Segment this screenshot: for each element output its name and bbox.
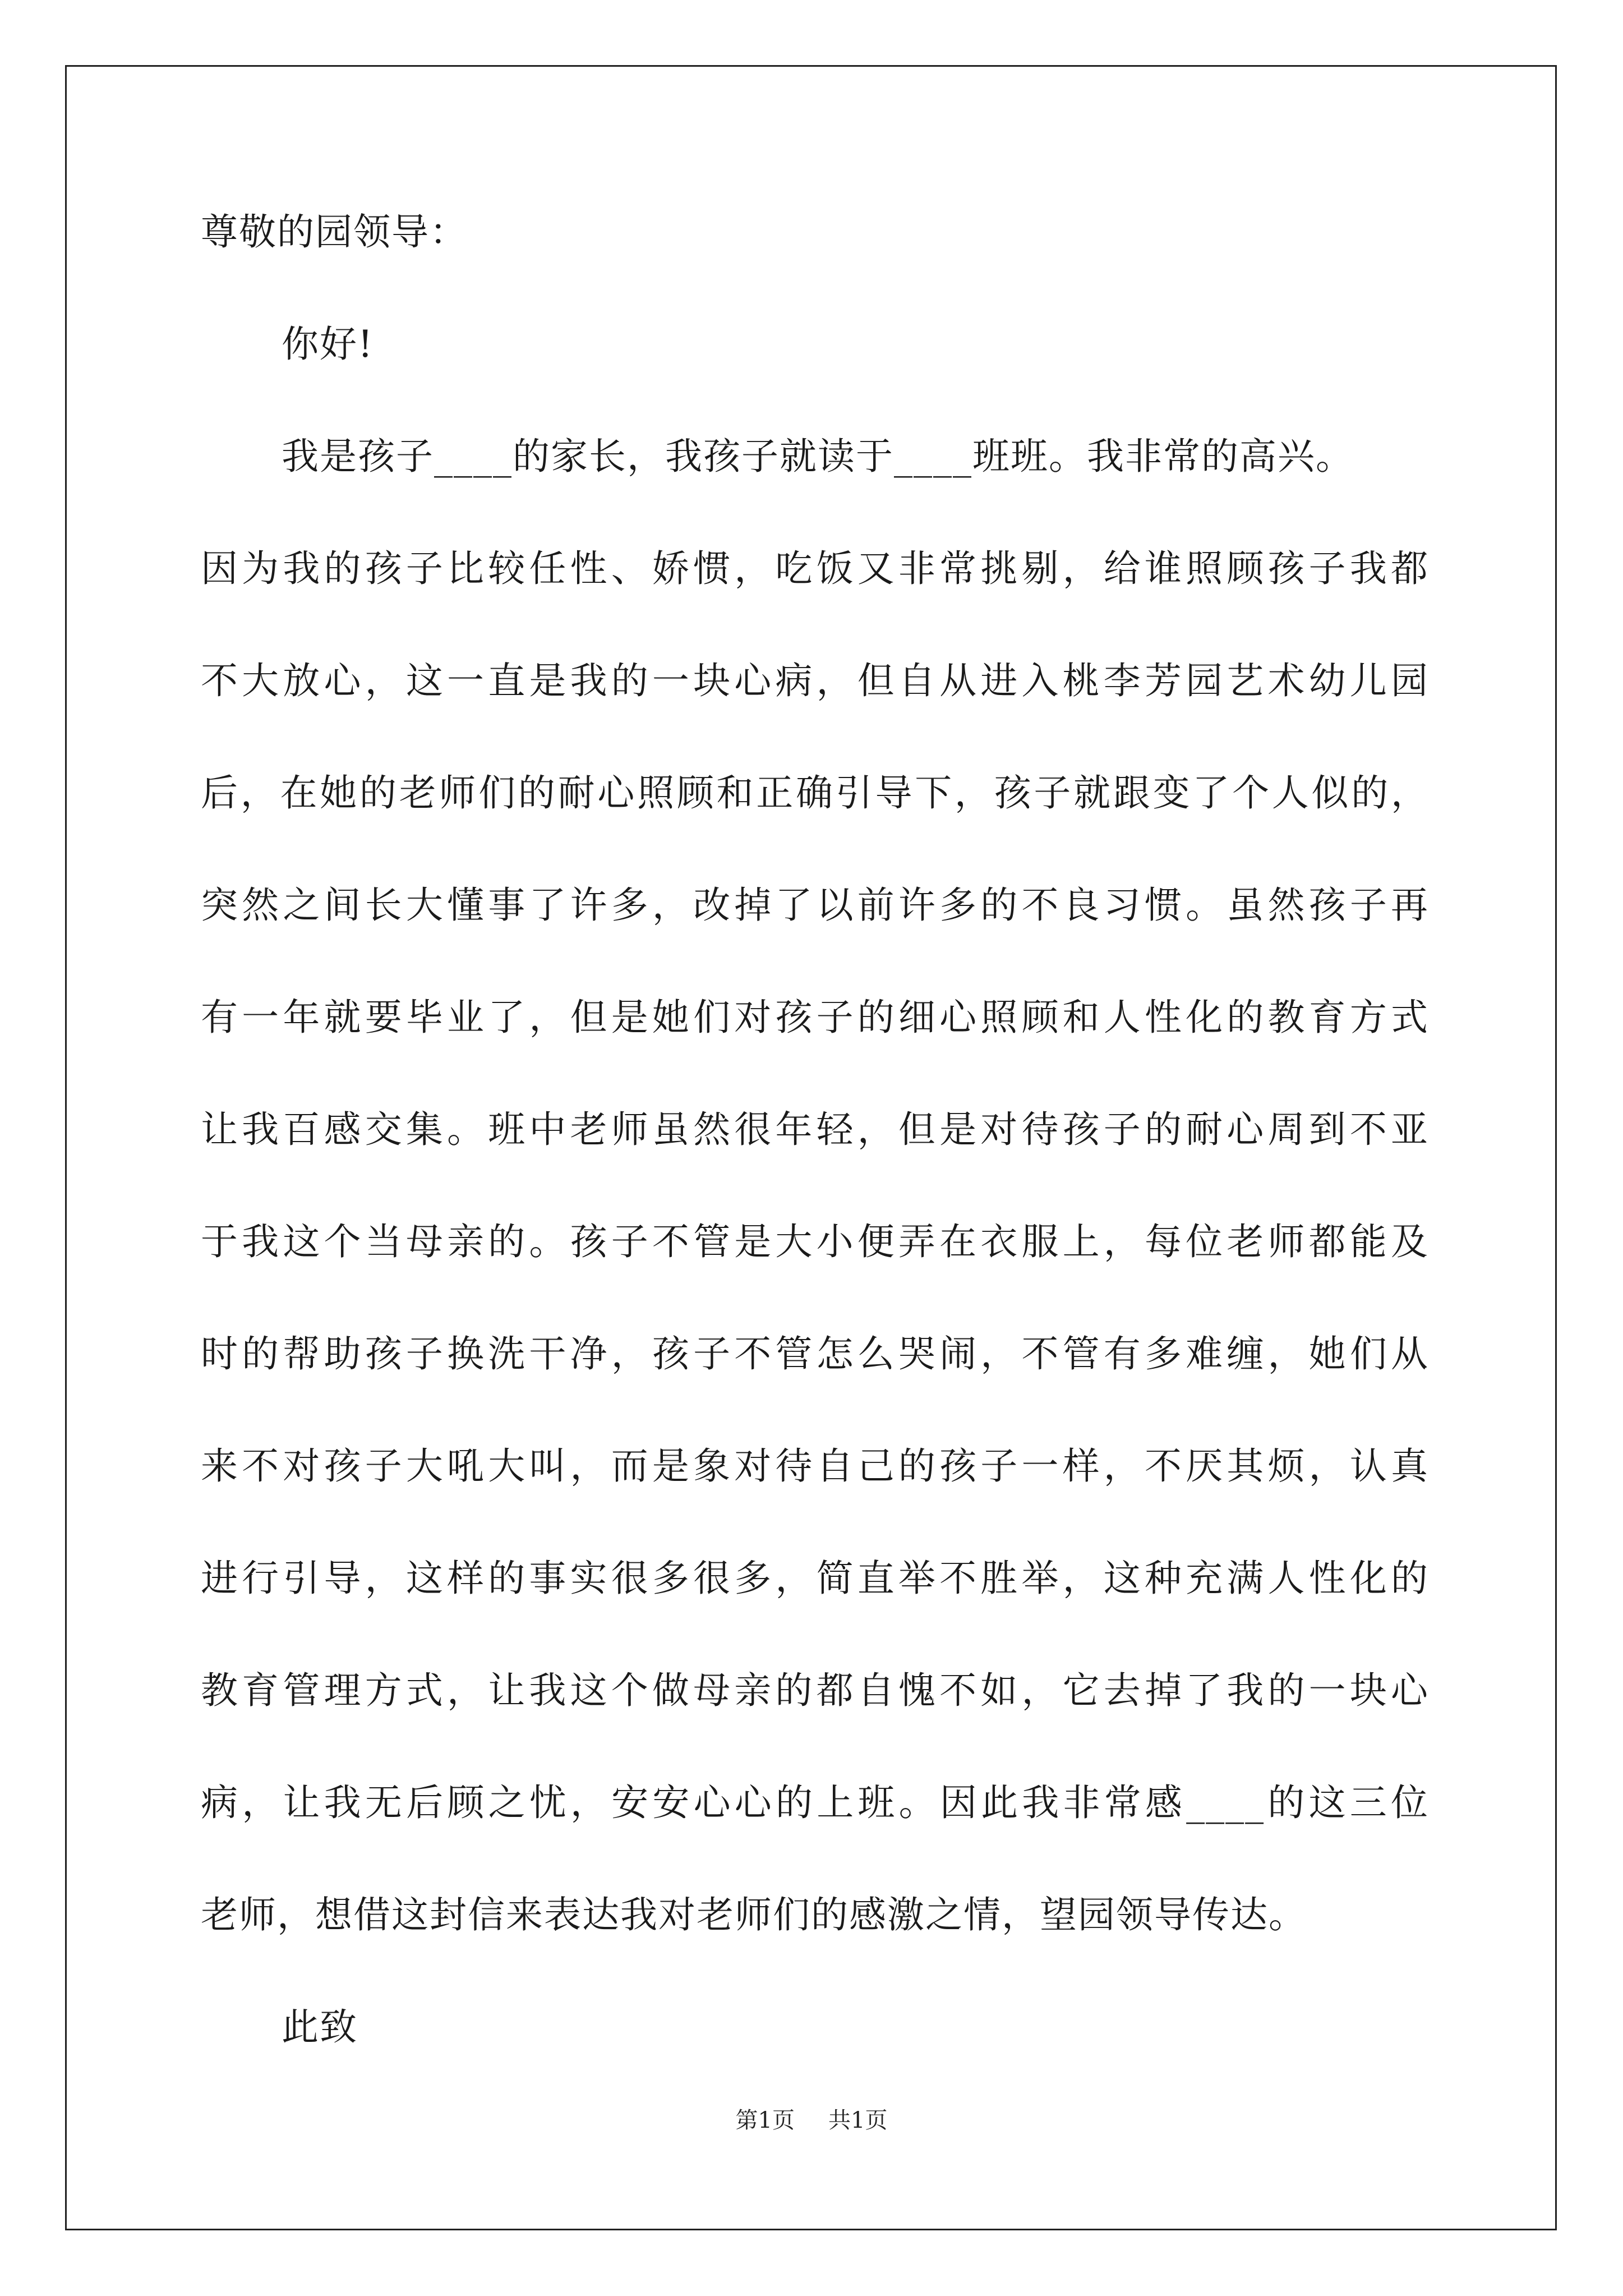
body-line: 进行引导，这样的事实很多很多，简直举不胜举，这种充满人性化的 [201, 1557, 1429, 1600]
body-line: 教育管理方式，让我这个做母亲的都自愧不如，它去掉了我的一块心 [201, 1669, 1429, 1712]
body-line: 有一年就要毕业了，但是她们对孩子的细心照顾和人性化的教育方式 [201, 996, 1429, 1039]
body-line: 来不对孩子大吼大叫，而是象对待自己的孩子一样，不厌其烦，认真 [201, 1444, 1429, 1488]
body-line: 于我这个当母亲的。孩子不管是大小便弄在衣服上，每位老师都能及 [201, 1220, 1429, 1263]
body-line: 不大放心，这一直是我的一块心病，但自从进入桃李芳园艺术幼儿园 [201, 659, 1429, 702]
body-line: 因为我的孩子比较任性、娇惯，吃饭又非常挑剔，给谁照顾孩子我都 [201, 547, 1429, 590]
greeting: 你好! [282, 323, 374, 366]
body-line: 病，让我无后顾之忧，安安心心的上班。因此我非常感____的这三位 [201, 1781, 1429, 1824]
body-line: 老师，想借这封信来表达我对老师们的感激之情，望园领导传达。 [201, 1893, 1307, 1936]
page-footer [0, 2107, 1623, 2134]
body-line: 后，在她的老师们的耐心照顾和正确引导下，孩子就跟变了个人似的， [201, 771, 1429, 815]
page-number-current: 第1页 [735, 2108, 795, 2133]
body-line: 时的帮助孩子换洗干净，孩子不管怎么哭闹，不管有多难缠，她们从 [201, 1332, 1429, 1375]
page-number-total: 共1页 [828, 2108, 888, 2133]
letter-content [201, 211, 1429, 2118]
body-line: 突然之间长大懂事了许多，改掉了以前许多的不良习惯。虽然孩子再 [201, 884, 1429, 927]
closing: 此致 [282, 2005, 358, 2049]
body-line: 我是孩子____的家长，我孩子就读于____班班。我非常的高兴。 [282, 435, 1354, 478]
salutation: 尊敬的园领导： [201, 210, 468, 254]
body-line: 让我百感交集。班中老师虽然很年轻，但是对待孩子的耐心周到不亚 [201, 1108, 1429, 1151]
